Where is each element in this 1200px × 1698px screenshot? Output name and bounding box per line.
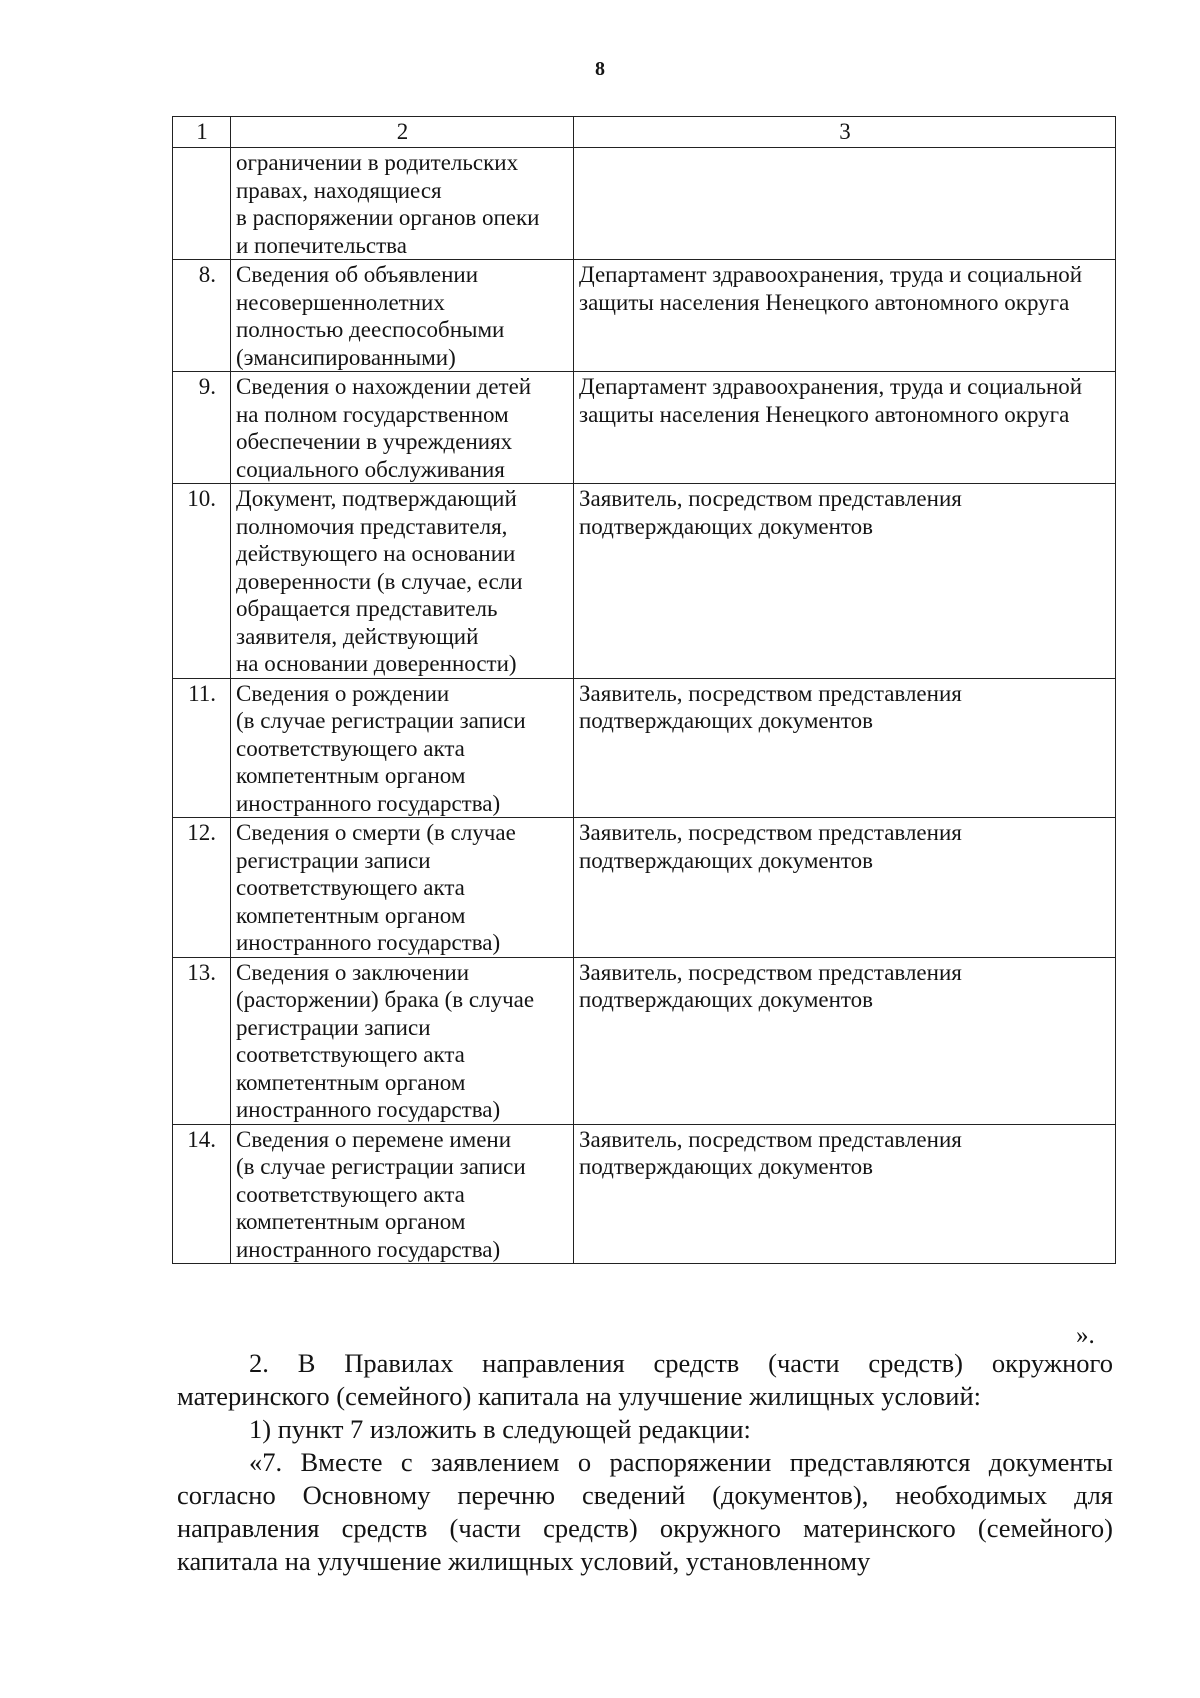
- row-source: Заявитель, посредством представления подтверждающих документов: [574, 1124, 1116, 1264]
- documents-table: [172, 116, 1116, 1264]
- row-number: 11.: [173, 678, 231, 818]
- row-number: 9.: [173, 372, 231, 484]
- table-header-row: [173, 117, 1116, 148]
- paragraph-item-1: 1) пункт 7 изложить в следующей редакции:: [249, 1414, 751, 1444]
- row-source: Департамент здравоохранения, труда и социальной защиты населения Ненецкого автономного округа: [574, 260, 1116, 372]
- row-information: Сведения о заключении (расторжении) брака (в случае регистрации записи соответствующего акта компетентным органом иностранного государства): [231, 957, 574, 1124]
- table-row: [173, 372, 1116, 484]
- row-number: 13.: [173, 957, 231, 1124]
- row-number: 12.: [173, 818, 231, 958]
- row-source: [574, 148, 1116, 260]
- table-row: [173, 484, 1116, 679]
- body-text: [177, 1347, 1113, 1578]
- row-information: Сведения о перемене имени (в случае регистрации записи соответствующего акта компетентным органом иностранного государства): [231, 1124, 574, 1264]
- row-number: [173, 148, 231, 260]
- row-information: Сведения о нахождении детей на полном государственном обеспечении в учреждениях социального обслуживания: [231, 372, 574, 484]
- row-source: Заявитель, посредством представления подтверждающих документов: [574, 484, 1116, 679]
- table-row: [173, 260, 1116, 372]
- row-number: 14.: [173, 1124, 231, 1264]
- row-information: ограничении в родительских правах, находящиеся в распоряжении органов опеки и попечительства: [231, 148, 574, 260]
- table-row: [173, 957, 1116, 1124]
- row-source: Заявитель, посредством представления подтверждающих документов: [574, 957, 1116, 1124]
- closing-quote: ».: [1076, 1322, 1095, 1349]
- row-information: Сведения о рождении (в случае регистрации записи соответствующего акта компетентным органом иностранного государства): [231, 678, 574, 818]
- page-number: 8: [595, 58, 605, 80]
- table-row: [173, 1124, 1116, 1264]
- table-row: [173, 678, 1116, 818]
- paragraph-2: 2. В Правилах направления средств (части средств) окружного материнского (семейного) капитала на улучшение жилищных условий:: [177, 1348, 1113, 1411]
- row-number: 10.: [173, 484, 231, 679]
- row-information: Сведения об объявлении несовершеннолетних полностью дееспособными (эмансипированными): [231, 260, 574, 372]
- header-col-3: 3: [574, 117, 1116, 148]
- header-col-1: 1: [173, 117, 231, 148]
- row-information: Документ, подтверждающий полномочия представителя, действующего на основании доверенности (в случае, если обращается представитель заявителя, действующий на основании доверенности): [231, 484, 574, 679]
- row-number: 8.: [173, 260, 231, 372]
- row-source: Заявитель, посредством представления подтверждающих документов: [574, 678, 1116, 818]
- row-information: Сведения о смерти (в случае регистрации записи соответствующего акта компетентным органом иностранного государства): [231, 818, 574, 958]
- table-row: [173, 818, 1116, 958]
- row-source: Департамент здравоохранения, труда и социальной защиты населения Ненецкого автономного округа: [574, 372, 1116, 484]
- row-source: Заявитель, посредством представления подтверждающих документов: [574, 818, 1116, 958]
- table-body: [173, 117, 1116, 1264]
- header-col-2: 2: [231, 117, 574, 148]
- paragraph-point-7: «7. Вместе с заявлением о распоряжении представляются документы согласно Основному перечню сведений (документов), необходимых для направления средств (части средств) окружного материнского (семейного) капитала на улучшение жилищных условий, установленному: [177, 1447, 1113, 1576]
- table-row: [173, 148, 1116, 260]
